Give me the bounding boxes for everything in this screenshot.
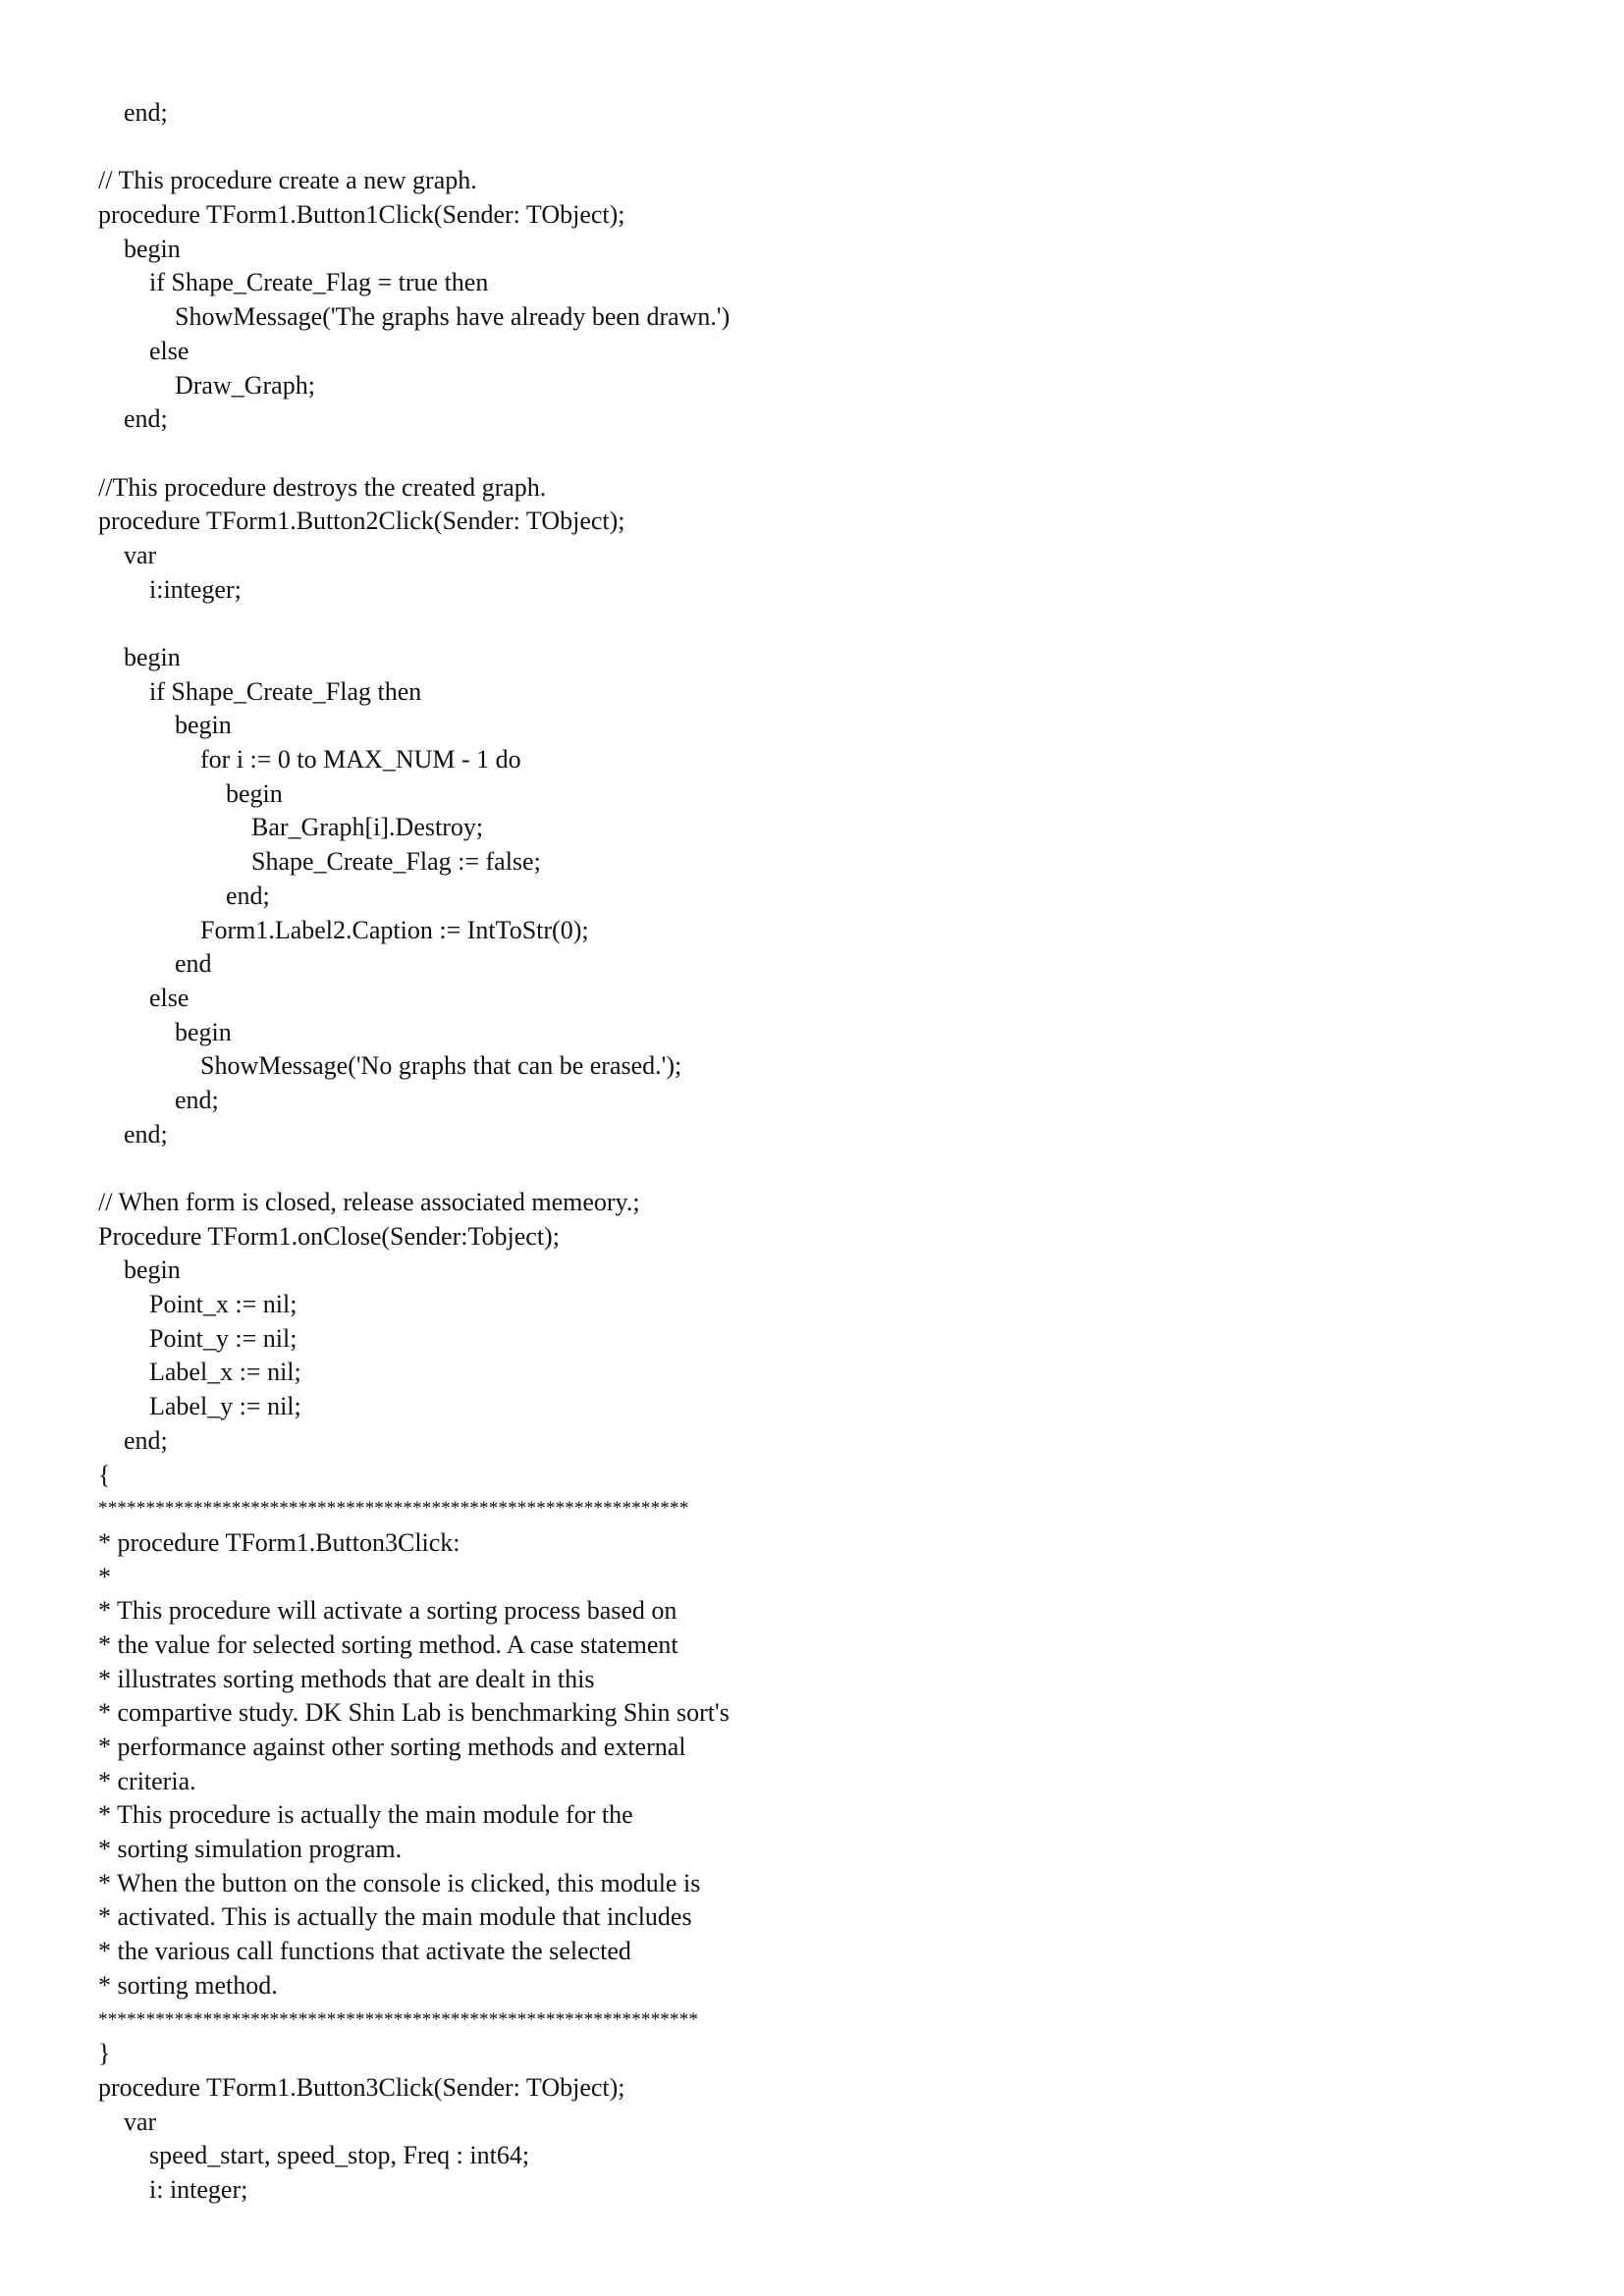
code-line: Label_y := nil; xyxy=(98,1392,301,1421)
comment-block-line: * illustrates sorting methods that are dealt in this xyxy=(98,1664,595,1693)
code-line: var xyxy=(98,2107,157,2136)
code-line: else xyxy=(98,336,189,365)
code-comment: // This procedure create a new graph. xyxy=(98,166,477,195)
code-line: begin xyxy=(98,643,181,671)
code-line: Point_y := nil; xyxy=(98,1323,298,1353)
comment-block-line: * the various call functions that activate the selected xyxy=(98,1937,631,1966)
code-line xyxy=(98,437,1571,471)
code-line: i:integer; xyxy=(98,574,242,604)
code-line: var xyxy=(98,540,157,569)
code-line: Draw_Graph; xyxy=(98,370,315,400)
comment-block-line: * performance against other sorting methods and external xyxy=(98,1733,686,1761)
code-line: begin xyxy=(98,711,232,740)
code-comment: // When form is closed, release associated memeory.; xyxy=(98,1188,640,1216)
code-comment: //This procedure destroys the created graph. xyxy=(98,472,547,502)
code-line: end; xyxy=(98,1425,168,1455)
procedure-header: procedure TForm1.Button1Click(Sender: TObject); xyxy=(98,200,625,230)
code-line: begin xyxy=(98,778,283,808)
comment-block-line: * criteria. xyxy=(98,1766,196,1795)
procedure-header: procedure TForm1.Button2Click(Sender: TObject); xyxy=(98,507,625,536)
comment-block-line: * sorting simulation program. xyxy=(98,1835,403,1864)
code-line: end; xyxy=(98,881,270,910)
code-line xyxy=(98,1151,1571,1186)
code-line: begin xyxy=(98,1017,232,1046)
comment-block-line: * the value for selected sorting method. A case statement xyxy=(98,1629,678,1659)
code-line: Form1.Label2.Caption := IntToStr(0); xyxy=(98,915,589,944)
comment-block-close: } xyxy=(98,2039,111,2068)
code-line: Label_x := nil; xyxy=(98,1358,301,1387)
code-line: speed_start, speed_stop, Freq : int64; xyxy=(98,2141,530,2170)
procedure-header: Procedure TForm1.onClose(Sender:Tobject); xyxy=(98,1221,560,1251)
code-line: Point_x := nil; xyxy=(98,1290,298,1319)
procedure-header: procedure TForm1.Button3Click(Sender: TObject); xyxy=(98,2072,625,2102)
comment-block-line: * xyxy=(98,1562,111,1591)
comment-block-line: * procedure TForm1.Button3Click: xyxy=(98,1527,460,1557)
code-line: else xyxy=(98,983,189,1012)
code-line: begin xyxy=(98,1255,181,1285)
code-line: end xyxy=(98,949,212,979)
comment-block-line: * This procedure will activate a sorting process based on xyxy=(98,1596,677,1626)
code-line: if Shape_Create_Flag = true then xyxy=(98,268,489,297)
comment-block-line: * When the button on the console is clicked, this module is xyxy=(98,1868,701,1897)
code-line: for i := 0 to MAX_NUM - 1 do xyxy=(98,745,521,774)
comment-block-line: * This procedure is actually the main module for the xyxy=(98,1800,633,1830)
code-listing xyxy=(98,96,1571,2208)
code-line xyxy=(98,131,1571,165)
code-line: begin xyxy=(98,234,181,263)
comment-block-border: *************************************************************** xyxy=(98,2008,699,2030)
comment-block-line: * activated. This is actually the main module that includes xyxy=(98,1902,692,1932)
code-line: end; xyxy=(98,1085,219,1114)
comment-block-border: ************************************************************** xyxy=(98,1498,689,1520)
code-line: if Shape_Create_Flag then xyxy=(98,676,422,706)
code-line: Shape_Create_Flag := false; xyxy=(98,847,541,877)
comment-block-open: { xyxy=(98,1460,111,1489)
code-line: end; xyxy=(98,1119,168,1148)
code-line xyxy=(98,607,1571,641)
comment-block-line: * sorting method. xyxy=(98,1970,278,2000)
code-line: Bar_Graph[i].Destroy; xyxy=(98,813,484,842)
code-line: i: integer; xyxy=(98,2174,248,2204)
code-line: end; xyxy=(98,98,168,127)
comment-block-line: * compartive study. DK Shin Lab is benchmarking Shin sort's xyxy=(98,1698,730,1728)
code-line: end; xyxy=(98,404,168,434)
code-line: ShowMessage('The graphs have already been drawn.') xyxy=(98,302,731,332)
code-line: ShowMessage('No graphs that can be erased.'); xyxy=(98,1051,682,1081)
